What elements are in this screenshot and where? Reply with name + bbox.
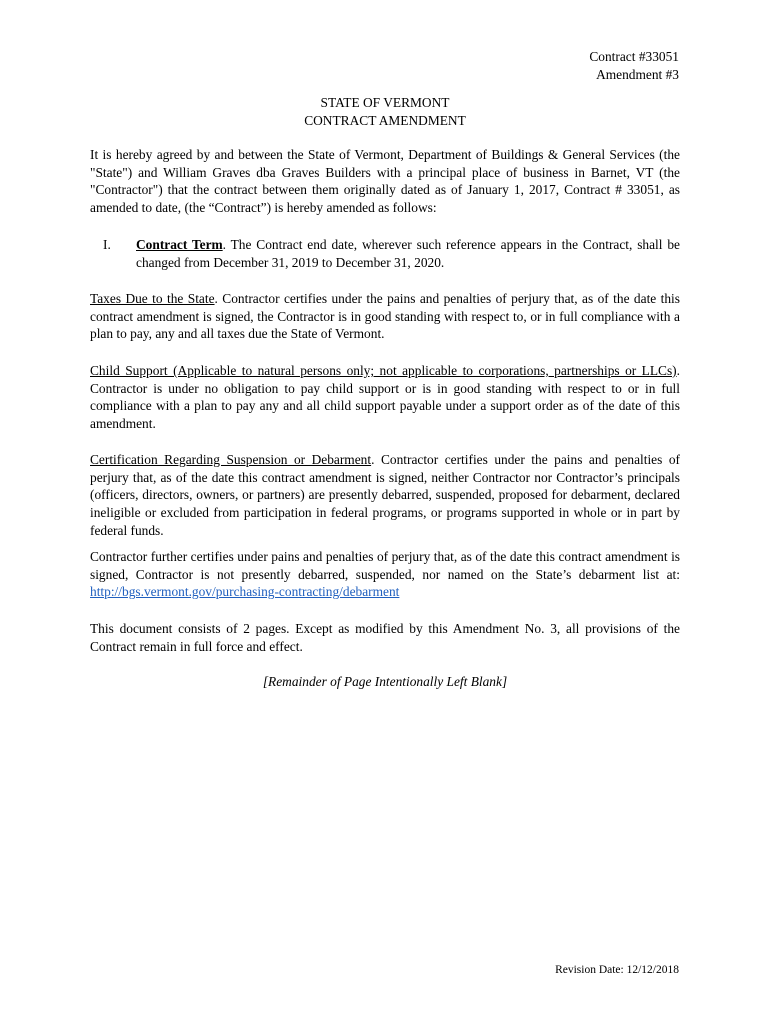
title-line-1: STATE OF VERMONT xyxy=(320,95,450,110)
child-support-heading: Child Support (Applicable to natural persons only; not applicable to corporations, partnerships or LLCs) xyxy=(90,363,677,378)
remainder-note: [Remainder of Page Intentionally Left Blank] xyxy=(262,674,508,689)
intro-paragraph: It is hereby agreed by and between the State of Vermont, Department of Buildings & General Services (the "State") and William Graves dba Graves Builders with a principal place of business in Barnet, VT (the "Contractor") that the contract between them originally dated as of January 1, 2017, Contract # 33051, as amended to date, (the “Contract”) is hereby amended as follows: xyxy=(90,147,680,216)
contract-header xyxy=(589,48,679,84)
certification-paragraph xyxy=(90,451,680,540)
title-line-2: CONTRACT AMENDMENT xyxy=(304,113,466,128)
further-text: Contractor further certifies under pains and penalties of perjury that, as of the date this contract amendment is signed, Contractor is not presently debarred, suspended, nor named on the State’s debarment list at: xyxy=(90,549,680,582)
contract-term-paragraph xyxy=(136,236,680,271)
item-number: I. xyxy=(103,237,111,252)
certification-heading: Certification Regarding Suspension or Debarment xyxy=(90,452,372,467)
pages-note-paragraph: This document consists of 2 pages. Except as modified by this Amendment No. 3, all provisions of the Contract remain in full force and effect. xyxy=(90,621,680,654)
contract-term-text: . The Contract end date, wherever such reference appears in the Contract, shall be changed from December 31, 2019 to December 31, 2020. xyxy=(136,237,680,270)
document-title xyxy=(90,94,680,130)
revision-date: Revision Date: 12/12/2018 xyxy=(555,964,679,976)
taxes-heading: Taxes Due to the State xyxy=(90,291,215,306)
contract-number: Contract #33051 xyxy=(589,49,679,64)
contract-term-heading: Contract Term xyxy=(136,237,223,252)
child-support-paragraph xyxy=(90,362,680,433)
further-certification-paragraph xyxy=(90,548,680,601)
child-support-text: . Contractor is under no obligation to pay child support or is in good standing with respect to or in full compliance with a plan to pay any and all child support payable under a support order as of the date of this amendment. xyxy=(90,363,680,432)
certification-text: . Contractor certifies under the pains and penalties of perjury that, as of the date this contract amendment is signed, neither Contractor nor Contractor’s principals (officers, directors, owners, or partners) are presently debarred, suspended, proposed for debarment, declared ineligible or excluded from participation in federal programs, or programs supported in whole or in part by federal funds. xyxy=(90,452,680,538)
amendment-number: Amendment #3 xyxy=(596,67,679,82)
taxes-paragraph xyxy=(90,290,680,343)
debarment-link[interactable]: http://bgs.vermont.gov/purchasing-contracting/debarment xyxy=(90,584,400,600)
taxes-text: . Contractor certifies under the pains and penalties of perjury that, as of the date this contract amendment is signed, the Contractor is in good standing with respect to, or in full compliance with a plan to pay, any and all taxes due the State of Vermont. xyxy=(90,291,680,342)
